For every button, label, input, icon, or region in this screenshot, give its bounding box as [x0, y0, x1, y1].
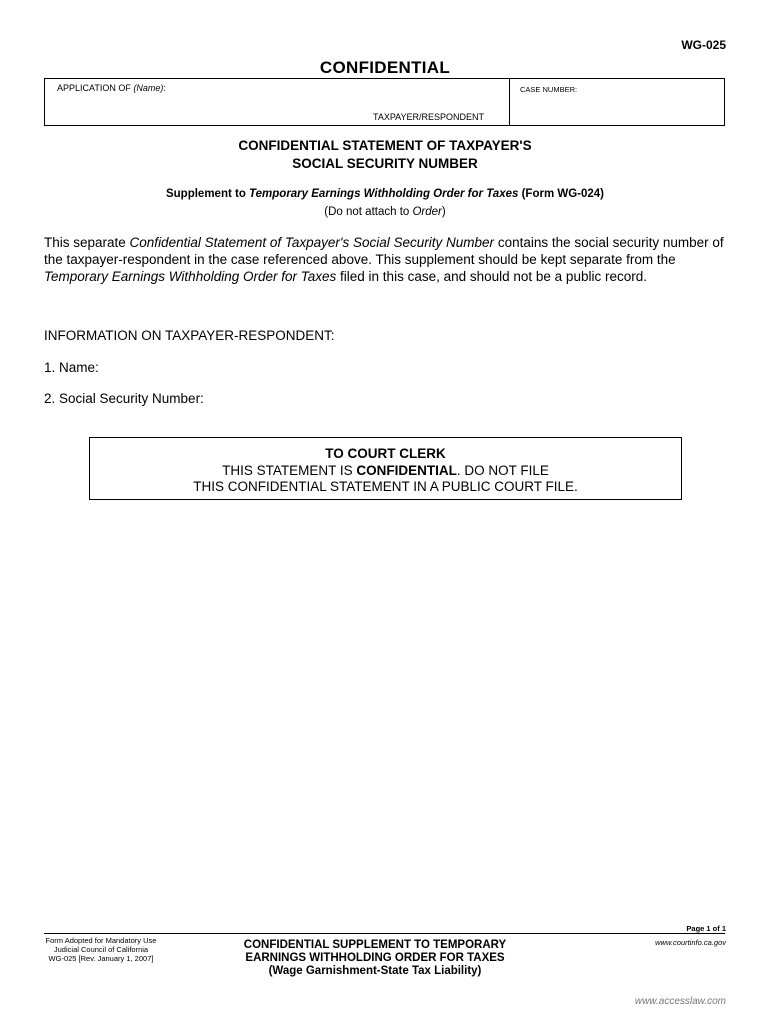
courtinfo-website-link[interactable]: www.courtinfo.ca.gov — [655, 938, 726, 947]
clerk-notice-line-2: THIS CONFIDENTIAL STATEMENT IN A PUBLIC COURT FILE. — [193, 479, 578, 494]
supplement-line: Supplement to Temporary Earnings Withholding Order for Taxes (Form WG-024) — [165, 188, 605, 200]
clerk-notice-heading: TO COURT CLERK — [325, 446, 446, 461]
document-title-line-1: CONFIDENTIAL STATEMENT OF TAXPAYER'S — [238, 138, 532, 153]
ssn-field-label: 2. Social Security Number: — [44, 391, 204, 406]
footer-form-title: CONFIDENTIAL SUPPLEMENT TO TEMPORARY EARNINGS WITHHOLDING ORDER FOR TAXES (Wage Garnishment-State Tax Liability) — [243, 939, 507, 977]
form-number: WG-025 — [681, 38, 726, 52]
caption-divider — [509, 79, 510, 125]
do-not-attach-note: (Do not attach to Order) — [324, 206, 446, 218]
intro-paragraph: This separate Confidential Statement of Taxpayer's Social Security Number contains the social security number of the taxpayer-respondent in the case referenced above. This supplement should be kept separate from the Temporary Earnings Withholding Order for Taxes filed in this case, and should not be a public record. — [44, 235, 724, 284]
clerk-notice-line-1: THIS STATEMENT IS CONFIDENTIAL. DO NOT FILE — [222, 462, 549, 478]
case-number-label: CASE NUMBER: — [520, 85, 578, 94]
caption-box — [44, 78, 725, 126]
confidential-heading: CONFIDENTIAL — [319, 58, 451, 77]
accesslaw-watermark: www.accesslaw.com — [634, 996, 726, 1007]
info-heading: INFORMATION ON TAXPAYER-RESPONDENT: — [44, 328, 335, 343]
form-adoption-info: Form Adopted for Mandatory Use Judicial Council of California WG-025 [Rev. January 1, 2007] — [45, 936, 157, 963]
application-of-label: APPLICATION OF (Name): — [57, 83, 166, 93]
name-field-label: 1. Name: — [44, 360, 99, 375]
footer-rule — [44, 933, 725, 934]
taxpayer-respondent-label: TAXPAYER/RESPONDENT — [373, 112, 485, 122]
court-clerk-notice — [89, 437, 682, 500]
document-title-line-2: SOCIAL SECURITY NUMBER — [292, 156, 478, 171]
page-number: Page 1 of 1 — [686, 924, 726, 933]
